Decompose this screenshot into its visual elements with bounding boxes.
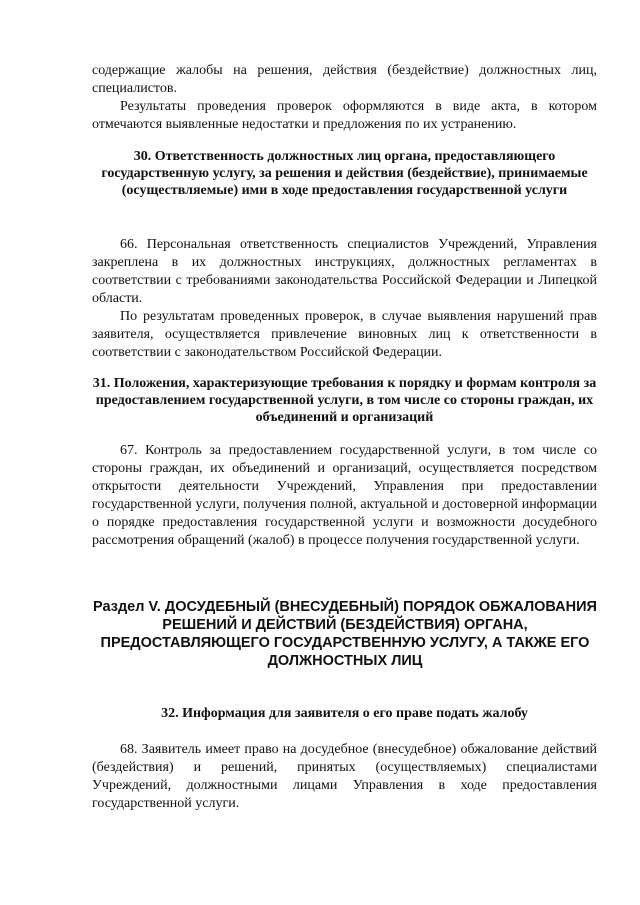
paragraph-68: 68. Заявитель имеет право на досудебное (внесудебное) обжалование действий (бездействия) и решений, принятых (осуществляемых) специалистами Учреждений, должностными лицами Управления в ходе предоставления государственной услуги. — [92, 742, 597, 811]
heading-section-31: 31. Положения, характеризующие требования к порядку и формам контроля за предоставлением государственной услуги, в том числе со стороны граждан, их объединений и организаций — [92, 376, 597, 425]
paragraph-67: 67. Контроль за предоставлением государственной услуги, в том числе со стороны граждан, их объединений и организаций, осуществляется посредством открытости деятельности Учреждений, Управления при предоставлении государственной услуги, получения полной, актуальной и достоверной информации о порядке предоставления государственной услуги и возможности досудебного рассмотрения обращений (жалоб) в процессе получения государственной услуги. — [92, 443, 597, 548]
paragraph-continuation: содержащие жалобы на решения, действия (бездействие) должностных лиц, специалистов. — [92, 63, 597, 96]
heading-section-30: 30. Ответственность должностных лиц органа, предоставляющего государственную услугу, за решения и действия (бездействие), принимаемые (осуществляемые) ими в ходе предоставления государственной услуги — [101, 149, 588, 198]
paragraph-66: 66. Персональная ответственность специалистов Учреждений, Управления закреплена в их должностных инструкциях, должностных регламентах в соответствии с требованиями законодательства Российской Федерации и Липецкой области. — [92, 237, 597, 306]
section-v-title: Раздел V. ДОСУДЕБНЫЙ (ВНЕСУДЕБНЫЙ) ПОРЯДОК ОБЖАЛОВАНИЯ РЕШЕНИЙ И ДЕЙСТВИЙ (БЕЗДЕЙСТВИЯ) ОРГАНА, ПРЕДОСТАВЛЯЮЩЕГО ГОСУДАРСТВЕННУЮ УСЛУГУ, А ТАКЖЕ ЕГО ДОЛЖНОСТНЫХ ЛИЦ — [93, 599, 597, 669]
paragraph-66-violations: По результатам проведенных проверок, в случае выявления нарушений прав заявителя, осуществляется привлечение виновных лиц к ответственности в соответствии с законодательством Российской Федерации. — [92, 309, 597, 360]
paragraph-results: Результаты проведения проверок оформляются в виде акта, в котором отмечаются выявленные недостатки и предложения по их устранению. — [92, 99, 597, 132]
heading-section-32: 32. Информация для заявителя о его праве подать жалобу — [161, 706, 528, 721]
